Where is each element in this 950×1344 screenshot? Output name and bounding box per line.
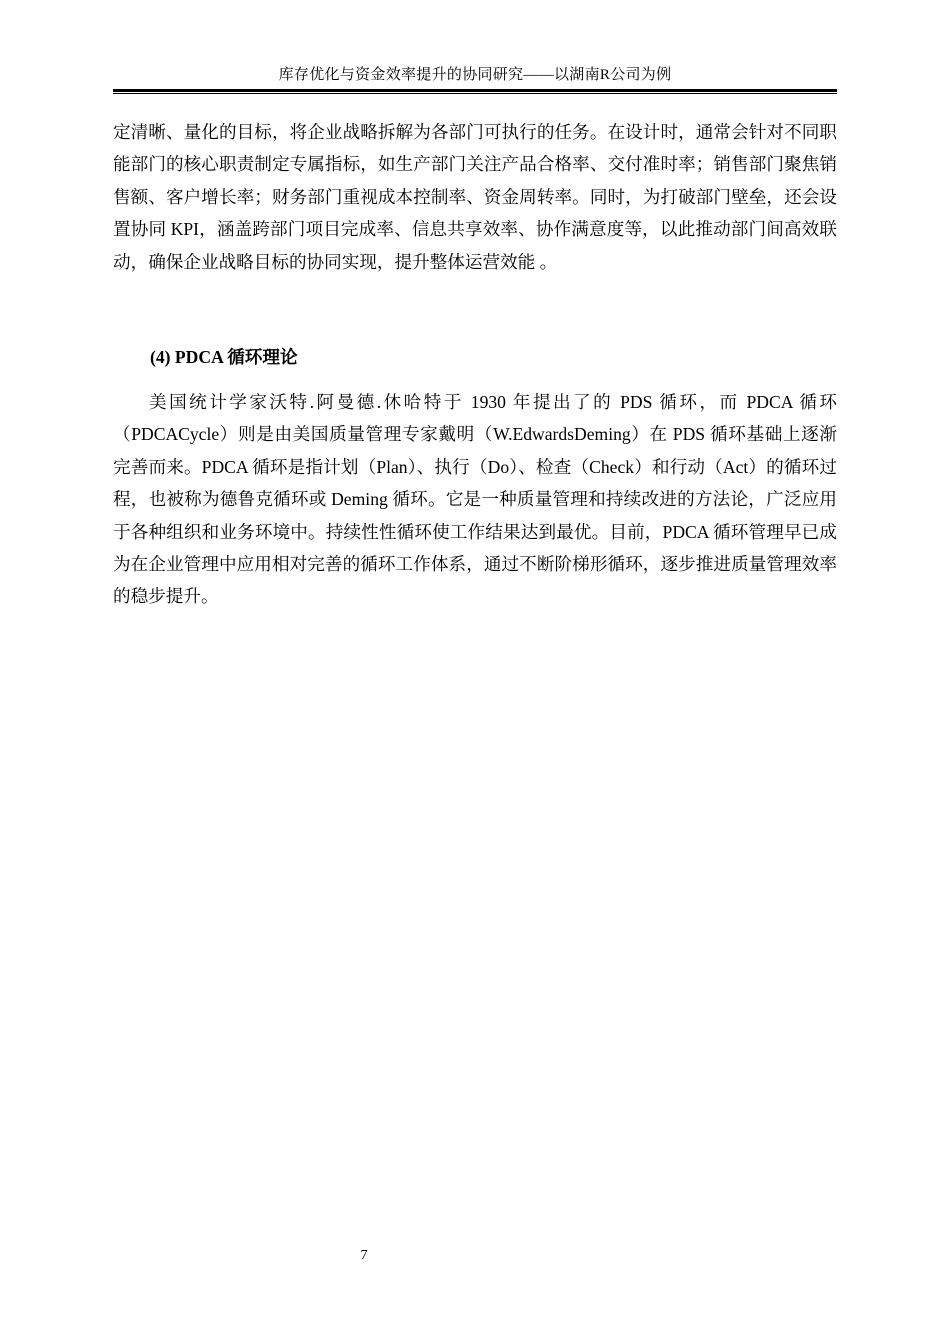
body-paragraph-kpi: 定清晰、量化的目标，将企业战略拆解为各部门可执行的任务。在设计时，通常会针对不同职能部门的核心职责制定专属指标，如生产部门关注产品合格率、交付准时率；销售部门聚焦销售额、客户增长率；财务部门重视成本控制率、资金周转率。同时，为打破部门壁垒，还会设置协同 KPI，涵盖跨部门项目完成率、信息共享效率、协作满意度等，以此推动部门间高效联动，确保企业战略目标的协同实现，提升整体运营效能 。 [113,122,837,272]
section-heading-pdca: (4) PDCA 循环理论 [150,347,298,367]
header-rule-thick [113,89,837,92]
body-paragraph-pdca: 美国统计学家沃特.阿曼德.休哈特于 1930 年提出了的 PDS 循环，而 PDCA 循环（PDCACycle）则是由美国质量管理专家戴明（W.EdwardsDeming）在 PDS 循环基础上逐渐完善而来。PDCA 循环是指计划（Plan）、执行（Do）、检查（Check）和行动（Act）的循环过程，也被称为德鲁克循环或 Deming 循环。它是一种质量管理和持续改进的方法论，广泛应用于各种组织和业务环境中。持续性性循环使工作结果达到最优。目前，PDCA 循环管理早已成为在企业管理中应用相对完善的循环工作体系，通过不断阶梯形循环，逐步推进质量管理效率的稳步提升。 [113,392,837,607]
header-rule-thin [113,93,837,94]
running-header: 库存优化与资金效率提升的协同研究——以湖南R公司为例 [278,67,672,83]
page-number: 7 [360,1248,368,1263]
